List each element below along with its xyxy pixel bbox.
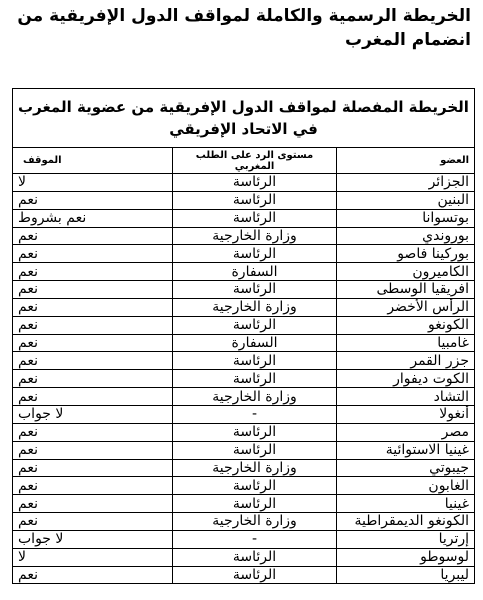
- table-row: [13, 566, 475, 584]
- table-row: [13, 174, 475, 192]
- table-row: [13, 227, 475, 245]
- position-cell: لا: [13, 174, 173, 192]
- table-row: [13, 477, 475, 495]
- position-cell: نعم: [13, 227, 173, 245]
- member-cell: بوروندي: [337, 227, 475, 245]
- response-level-cell: السفارة: [173, 334, 337, 352]
- position-cell: نعم: [13, 513, 173, 531]
- table-row: [13, 245, 475, 263]
- position-cell: نعم: [13, 566, 173, 584]
- member-cell: أنغولا: [337, 405, 475, 423]
- table-row: [13, 388, 475, 406]
- response-level-cell: وزارة الخارجية: [173, 513, 337, 531]
- position-cell: لا جواب: [13, 405, 173, 423]
- position-cell: نعم: [13, 495, 173, 513]
- member-cell: ليبريا: [337, 566, 475, 584]
- response-level-cell: وزارة الخارجية: [173, 298, 337, 316]
- column-header-position: الموقف: [13, 148, 173, 174]
- column-header-member: العضو: [337, 148, 475, 174]
- member-cell: التشاد: [337, 388, 475, 406]
- member-cell: بوتسوانا: [337, 209, 475, 227]
- table-row: [13, 263, 475, 281]
- table-row: [13, 281, 475, 299]
- position-cell: نعم: [13, 423, 173, 441]
- table-caption: الخريطة المفصلة لمواقف الدول الإفريقية من عضوية المغرب في الاتحاد الإفريقي: [13, 89, 475, 148]
- member-cell: لوسوطو: [337, 548, 475, 566]
- table-row: [13, 352, 475, 370]
- position-cell: نعم: [13, 459, 173, 477]
- table-row: [13, 334, 475, 352]
- response-level-cell: الرئاسة: [173, 245, 337, 263]
- member-cell: الجزائر: [337, 174, 475, 192]
- position-cell: نعم: [13, 245, 173, 263]
- member-cell: الكونغو: [337, 316, 475, 334]
- member-cell: افريقيا الوسطى: [337, 281, 475, 299]
- response-level-cell: وزارة الخارجية: [173, 388, 337, 406]
- member-cell: الغابون: [337, 477, 475, 495]
- response-level-cell: الرئاسة: [173, 441, 337, 459]
- response-level-cell: -: [173, 530, 337, 548]
- table-row: [13, 191, 475, 209]
- table-row: [13, 370, 475, 388]
- member-cell: الكونغو الديمقراطية: [337, 513, 475, 531]
- response-level-cell: الرئاسة: [173, 209, 337, 227]
- response-level-cell: الرئاسة: [173, 370, 337, 388]
- position-cell: نعم: [13, 477, 173, 495]
- response-level-cell: الرئاسة: [173, 316, 337, 334]
- position-cell: نعم: [13, 388, 173, 406]
- position-cell: نعم: [13, 191, 173, 209]
- page-title: الخريطة الرسمية والكاملة لمواقف الدول الإفريقية من انضمام المغرب: [17, 6, 471, 50]
- table-row: [13, 405, 475, 423]
- position-cell: نعم: [13, 370, 173, 388]
- response-level-cell: الرئاسة: [173, 191, 337, 209]
- response-level-cell: الرئاسة: [173, 548, 337, 566]
- member-cell: الرأس الأخضر: [337, 298, 475, 316]
- column-header-response-level: مستوى الرد على الطلب المغربي: [173, 148, 337, 174]
- position-cell: نعم: [13, 441, 173, 459]
- table-header-row: [13, 148, 475, 174]
- position-cell: لا: [13, 548, 173, 566]
- member-cell: جيبوتي: [337, 459, 475, 477]
- response-level-cell: وزارة الخارجية: [173, 459, 337, 477]
- member-cell: إرتريا: [337, 530, 475, 548]
- table-row: [13, 423, 475, 441]
- table-row: [13, 298, 475, 316]
- response-level-cell: وزارة الخارجية: [173, 227, 337, 245]
- positions-table: [12, 88, 475, 584]
- response-level-cell: -: [173, 405, 337, 423]
- table-row: [13, 495, 475, 513]
- member-cell: الكوت ديفوار: [337, 370, 475, 388]
- position-cell: لا جواب: [13, 530, 173, 548]
- response-level-cell: السفارة: [173, 263, 337, 281]
- response-level-cell: الرئاسة: [173, 423, 337, 441]
- member-cell: البنين: [337, 191, 475, 209]
- table-row: [13, 441, 475, 459]
- position-cell: نعم: [13, 263, 173, 281]
- position-cell: نعم: [13, 352, 173, 370]
- member-cell: بوركينا فاصو: [337, 245, 475, 263]
- position-cell: نعم: [13, 298, 173, 316]
- member-cell: غينيا: [337, 495, 475, 513]
- position-cell: نعم: [13, 316, 173, 334]
- response-level-cell: الرئاسة: [173, 174, 337, 192]
- table-row: [13, 513, 475, 531]
- response-level-cell: الرئاسة: [173, 352, 337, 370]
- response-level-cell: الرئاسة: [173, 566, 337, 584]
- table-row: [13, 548, 475, 566]
- position-cell: نعم بشروط: [13, 209, 173, 227]
- position-cell: نعم: [13, 281, 173, 299]
- position-cell: نعم: [13, 334, 173, 352]
- member-cell: مصر: [337, 423, 475, 441]
- response-level-cell: الرئاسة: [173, 477, 337, 495]
- response-level-cell: الرئاسة: [173, 281, 337, 299]
- member-cell: غينيا الاستوائية: [337, 441, 475, 459]
- table-row: [13, 316, 475, 334]
- member-cell: الكاميرون: [337, 263, 475, 281]
- table-row: [13, 459, 475, 477]
- member-cell: غامبيا: [337, 334, 475, 352]
- member-cell: جزر القمر: [337, 352, 475, 370]
- table-row: [13, 530, 475, 548]
- table-row: [13, 209, 475, 227]
- response-level-cell: الرئاسة: [173, 495, 337, 513]
